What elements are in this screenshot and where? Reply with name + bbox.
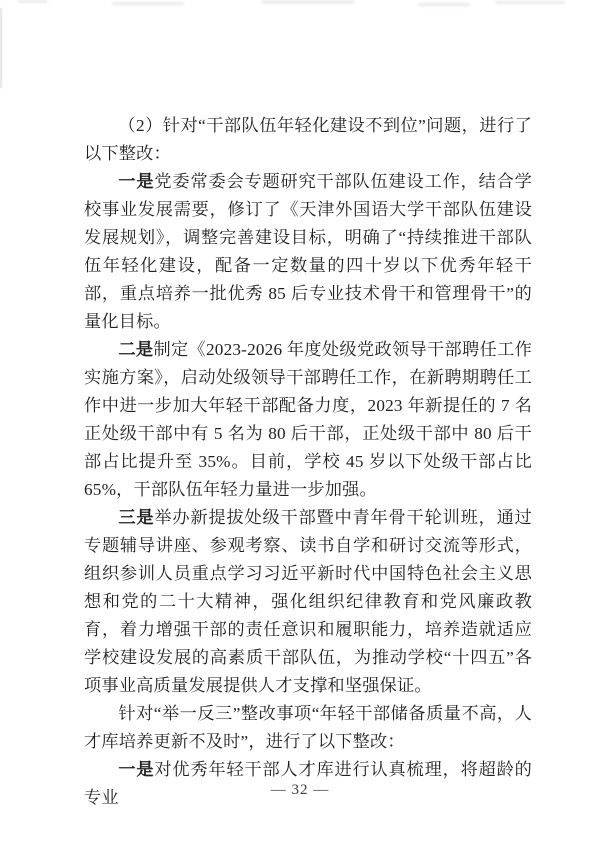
paragraph-text: 针对“举一反三”整改事项“年轻干部储备质量不高，人才库培养更新不及时”，进行了以下整改：: [84, 704, 532, 751]
scan-artifact: [112, 2, 184, 5]
scan-artifact: [418, 3, 470, 6]
paragraph-text: 党委常委会专题研究干部队伍建设工作，结合学校事业发展需要，修订了《天津外国语大学干部队伍建设发展规划》，调整完善建设目标，明确了“持续推进干部队伍年轻化建设，配备一定数量的四十岁以下优秀年轻干部，重点培养一批优秀 85 后专业技术骨干和管理骨干”的量化目标。: [84, 172, 533, 331]
paragraph-text: 制定《2023-2026 年度处级党政领导干部聘任工作实施方案》，启动处级领导干部聘任工作，在新聘期聘任工作中进一步加大年轻干部配备力度，2023 年新提任的 7 名正处级干部中有 5 名为 80 后干部，正处级干部中 80 后干部占比提升至 35%。目前，学校 45 岁以下处级干部占比 65%，干部队伍年轻力量进一步加强。: [84, 340, 532, 499]
paragraph-lead: 一是: [118, 760, 155, 779]
scan-artifact: [0, 8, 2, 88]
paragraph-lead: 三是: [118, 508, 155, 527]
page-number: — 32 —: [270, 782, 330, 798]
paragraph-intro-2: [84, 700, 532, 756]
scan-artifact: [495, 1, 565, 4]
document-body: [84, 112, 532, 812]
paragraph-point-2: [84, 336, 532, 504]
paragraph-lead: 二是: [118, 340, 154, 359]
paragraph-text: 对优秀年轻干部人才库进行认真梳理，将超龄的专业: [84, 760, 533, 807]
paragraph-point-1: [84, 168, 532, 336]
scan-artifact: [18, 0, 48, 3]
scan-artifact: [262, 0, 354, 4]
paragraph-text: 举办新提拔处级干部暨中青年骨干轮训班，通过专题辅导讲座、参观考察、读书自学和研讨交流等形式，组织参训人员重点学习习近平新时代中国特色社会主义思想和党的二十大精神，强化组织纪律教育和党风廉政教育，着力增强干部的责任意识和履职能力，培养造就适应学校建设发展的高素质干部队伍，为推动学校“十四五”各项事业高质量发展提供人才支撑和坚强保证。: [84, 508, 533, 695]
paragraph-lead: 一是: [118, 172, 155, 191]
paragraph-point-3: [84, 504, 532, 700]
paragraph-text: （2）针对“干部队伍年轻化建设不到位”问题，进行了以下整改：: [84, 116, 532, 163]
paragraph-intro: [84, 112, 532, 168]
